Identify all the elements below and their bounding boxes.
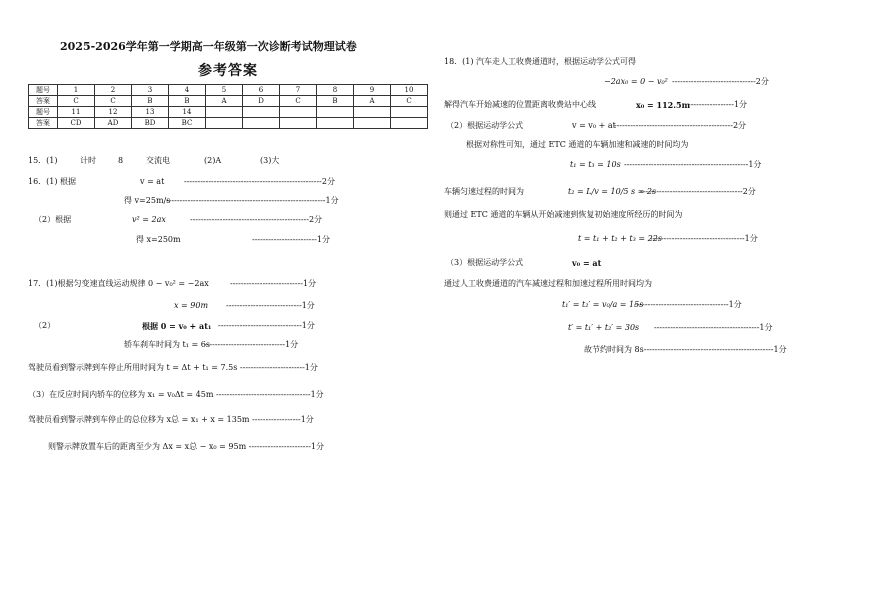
- answer-table-cell: A: [354, 96, 391, 107]
- answer-table-cell: 2: [95, 85, 132, 96]
- answer-table-header-cell: 答案: [29, 96, 58, 107]
- q18-line2-formula: −2ax₀ = 0 − v₀²: [604, 77, 668, 86]
- answer-table-cell: [243, 107, 280, 118]
- q18-line4-label: （2）根据运动学公式: [446, 121, 524, 130]
- answer-table-row: [29, 118, 428, 129]
- answer-table-cell: AD: [95, 118, 132, 129]
- q18-line12-score: -----------------------------------1分: [634, 300, 742, 309]
- answer-table-cell: [317, 107, 354, 118]
- q17-line3-label: （2）: [34, 321, 56, 330]
- q16-line4-result: 得 x=250m: [136, 235, 181, 244]
- answer-table-cell: [206, 118, 243, 129]
- answer-table-cell: [280, 118, 317, 129]
- q15-answer-3: 交流电: [146, 156, 170, 165]
- q18-line7-formula: t₂ = L/v = 10/5 s = 2s: [568, 187, 657, 196]
- q17-line3-formula: 根据 0 = v₀ + at₁: [142, 321, 212, 331]
- answer-table-cell: [391, 107, 428, 118]
- answer-table-header-cell: 题号: [29, 85, 58, 96]
- answer-table-cell: C: [95, 96, 132, 107]
- q18-line2-score: -------------------------------2分: [672, 77, 769, 86]
- answer-table-cell: 12: [95, 107, 132, 118]
- answer-table-cell: D: [243, 96, 280, 107]
- q17-line5: 驾驶员看到警示牌到车停止所用时间为 t = Δt + t₁ = 7.5s ------------------------1分: [28, 363, 318, 372]
- q18-line12-result: t₁′ = t₂′ = v₀/a = 15s: [562, 300, 644, 309]
- answer-table-cell: 11: [58, 107, 95, 118]
- answer-table-cell: [280, 107, 317, 118]
- q18-line13-result: t′ = t₁′ + t₂′ = 30s: [568, 323, 640, 332]
- q18-line3-text: 解得汽车开始减速的位置距离收费站中心线: [444, 100, 596, 109]
- q17-line2-result: x = 90m: [174, 301, 209, 310]
- answer-table-cell: [317, 118, 354, 129]
- answer-table-cell: C: [280, 96, 317, 107]
- q18-line4-formula: v = v₀ + at: [572, 121, 616, 130]
- q17-line1-score: ---------------------------1分: [230, 279, 317, 288]
- answer-table-cell: 14: [169, 107, 206, 118]
- answer-table-header-cell: 题号: [29, 107, 58, 118]
- q15-number: 15．(1): [28, 156, 58, 165]
- answer-table-cell: 13: [132, 107, 169, 118]
- q16-line3-formula: v² = 2ax: [132, 215, 166, 224]
- answer-table-cell: [354, 118, 391, 129]
- q17-line4-score: ------------------------------1分: [204, 340, 299, 349]
- answer-table-cell: 8: [317, 85, 354, 96]
- q16-line2-score: -----------------------------------------------------------1分: [166, 196, 339, 205]
- q17-line2-score: ----------------------------1分: [226, 301, 315, 310]
- answer-table-cell: CD: [58, 118, 95, 129]
- q16-line1-formula: v = at: [140, 177, 165, 186]
- q16-line2-result: 得 v=25m/s: [124, 196, 171, 205]
- q18-line11: 通过人工收费通道的汽车减速过程和加速过程所用时间均为: [444, 279, 652, 288]
- answer-table-cell: 10: [391, 85, 428, 96]
- answer-table-cell: [354, 107, 391, 118]
- q16-line4-score: ------------------------1分: [252, 235, 330, 244]
- q18-line7-label: 车辆匀速过程的时间为: [444, 187, 524, 196]
- answer-table: [28, 84, 428, 129]
- q16-line1-score: ---------------------------------------------------2分: [184, 177, 335, 186]
- answer-table-cell: [206, 107, 243, 118]
- q18-line3-result: x₀ = 112.5m: [636, 100, 691, 110]
- q17-line3-score: -------------------------------1分: [218, 321, 315, 330]
- answer-key-heading: 参考答案: [198, 63, 258, 79]
- answer-table-cell: BD: [132, 118, 169, 129]
- q15-answer-2: 8: [118, 156, 124, 165]
- q17-line4-result: 轿车刹车时间为 t₁ = 6s: [124, 340, 210, 349]
- answer-table-cell: 1: [58, 85, 95, 96]
- q18-line13-score: ---------------------------------------1分: [654, 323, 773, 332]
- answer-table-cell: B: [132, 96, 169, 107]
- q16-line3-label: （2）根据: [34, 215, 72, 224]
- answer-table-cell: [243, 118, 280, 129]
- q18-line14: 故节约时间为 8s------------------------------------------------1分: [584, 345, 787, 354]
- q18-line3-score: -----------------1分: [688, 100, 748, 109]
- q18-line6-score: ----------------------------------------------1分: [624, 160, 762, 169]
- answer-table-cell: 3: [132, 85, 169, 96]
- answer-table-cell: A: [206, 96, 243, 107]
- answer-table-header-cell: 答案: [29, 118, 58, 129]
- answer-table-cell: B: [317, 96, 354, 107]
- answer-table-row: [29, 96, 428, 107]
- answer-table-cell: 6: [243, 85, 280, 96]
- q18-line5: 根据对称性可知，通过 ETC 通道的车辆加速和减速的时间均为: [466, 140, 689, 149]
- q17-line8: 则警示牌放置车后的距离至少为 Δx = x总 − x₀ = 95m -----------------------1分: [48, 442, 324, 451]
- q18-line8: 则通过 ETC 通道的车辆从开始减速到恢复初始速度所经历的时间为: [444, 210, 683, 219]
- q18-line1: 18．(1) 汽车走人工收费通道时，根据运动学公式可得: [444, 57, 637, 66]
- q15-answer-4: (2)A: [204, 156, 222, 165]
- q15-answer-1: 计时: [80, 156, 96, 165]
- answer-table-cell: [391, 118, 428, 129]
- q18-line4-score: --------------------------------------------2分: [614, 121, 747, 130]
- q18-line7-score: --------------------------------------2分: [640, 187, 756, 196]
- q17-line7: 驾驶员看到警示牌到车停止的总位移为 x总 = x₁ + x = 135m ------------------1分: [28, 415, 314, 424]
- q18-line9-score: -----------------------------------1分: [650, 234, 758, 243]
- answer-table-cell: 9: [354, 85, 391, 96]
- answer-table-cell: C: [391, 96, 428, 107]
- answer-table-row: [29, 85, 428, 96]
- answer-table-cell: C: [58, 96, 95, 107]
- q18-line10-label: （3）根据运动学公式: [446, 258, 524, 267]
- answer-table-cell: 4: [169, 85, 206, 96]
- q17-line1-text: 17．(1)根据匀变速直线运动规律 0 − v₀² = −2ax: [28, 279, 209, 288]
- q18-line6-result: t₁ = t₃ = 10s: [570, 160, 621, 169]
- q17-line6: （3）在反应时间内轿车的位移为 x₁ = v₀Δt = 45m -----------------------------------1分: [28, 390, 324, 399]
- q16-line1-label: 16．(1) 根据: [28, 177, 77, 186]
- exam-title: 2025-2026学年第一学期高一年级第一次诊断考试物理试卷: [60, 40, 357, 53]
- answer-table-cell: B: [169, 96, 206, 107]
- answer-table-cell: BC: [169, 118, 206, 129]
- q15-answer-5: (3)大: [260, 156, 280, 165]
- answer-table-cell: 7: [280, 85, 317, 96]
- answer-table-row: [29, 107, 428, 118]
- q18-line9-result: t = t₁ + t₂ + t₃ = 22s: [578, 234, 662, 243]
- q16-line3-score: --------------------------------------------2分: [190, 215, 323, 224]
- q18-line10-formula: v₀ = at: [572, 258, 602, 268]
- answer-table-cell: 5: [206, 85, 243, 96]
